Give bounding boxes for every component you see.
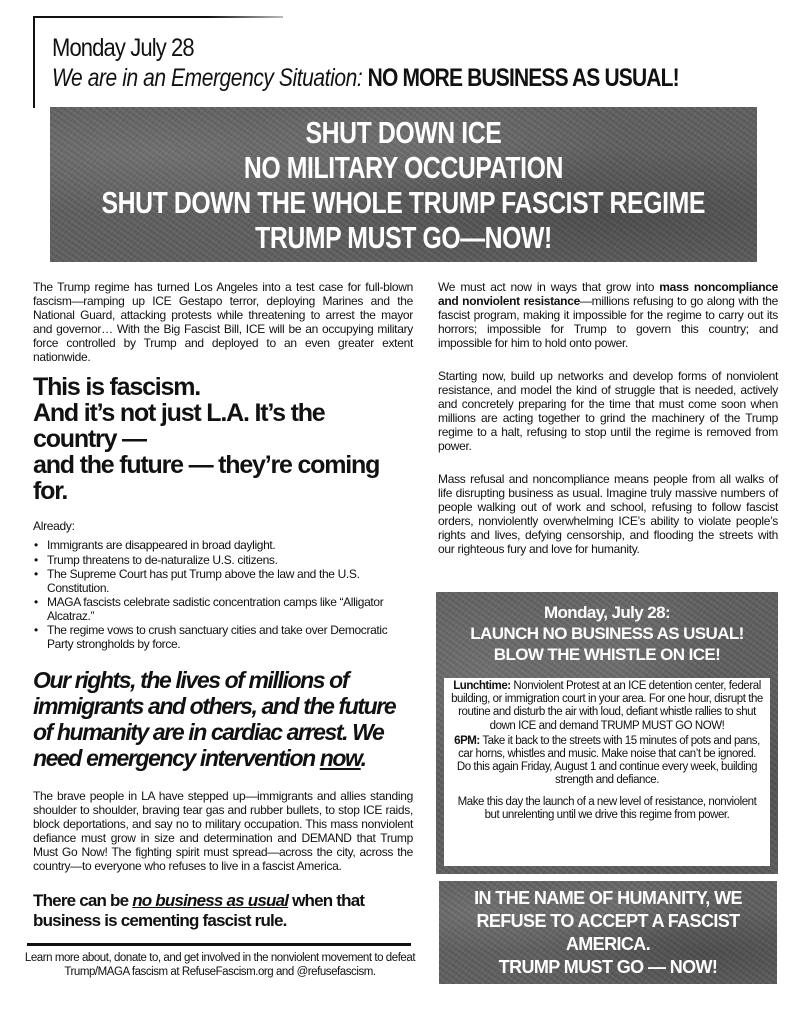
sixpm-item [450,735,764,788]
tagline-italic: We are in an Emergency Situation: [52,64,363,92]
list-item: • The regime vows to crush sanctuary cities and take over Democratic Party strongholds by force. [33,624,413,651]
p1-end: —millions refusing to go along with the fascist program, making it impossible for the regime to carry out its horrors; impossible for Trump to govern this country; and impossible for him to hold onto power. [438,294,778,350]
action-closing: Make this day the launch of a new level of resistance, nonviolent but unrelenting until we drive this regime from power. [457,795,757,821]
rights-heading-end: . [360,745,366,771]
no-business-after: when that business is cementing fascist rule. [33,891,365,930]
action-details [444,678,770,866]
left-column [33,280,413,931]
action-title-line: Monday, July 28: [543,603,671,622]
fascism-heading-line: And it’s not just L.A. It’s the country — [33,399,325,453]
banner-line: NO MILITARY OCCUPATION [243,149,564,185]
rights-heading-now: now [319,745,361,771]
sixpm-label: 6PM: [454,734,480,747]
right-paragraph-3: Mass refusal and noncompliance means people from all walks of life disrupting business as usual. Imagine truly massive numbers of people walking out of work and school, refusing to follow fascist orders, nonviolently overwhelming ICE’s ability to violate people’s rights and lives, defying censorship, and flooding the streets with our righteous fury and love for humanity. [438,472,778,556]
humanity-line: TRUMP MUST GO — NOW! [498,956,718,977]
list-item: • The Supreme Court has put Trump above the law and the U.S. Constitution. [33,568,413,595]
frame-left-rule [33,16,35,108]
banner-line: SHUT DOWN THE WHOLE TRUMP FASCIST REGIME [101,184,706,220]
list-item: • Immigrants are disappeared in broad daylight. [33,539,413,553]
lunchtime-label: Lunchtime: [453,680,511,692]
frame-top-rule [33,16,283,18]
flyer-header [52,33,772,93]
list-item: • MAGA fascists celebrate sadistic concentration camps like “Alligator Alcatraz.” [33,596,413,623]
sixpm-text: Take it back to the streets with 15 minutes of pots and pans, car horns, whistles and music. Make noise that can’t be ignored. Do this again Friday, August 1 and continue every week, building strength and defiance. [456,734,760,787]
rights-heading [33,667,413,771]
right-paragraph-1 [438,280,778,350]
action-box [436,592,778,874]
header-date: Monday July 28 [52,34,194,62]
humanity-line: REFUSE TO ACCEPT A FASCIST [476,910,740,931]
headline-banner [50,107,757,262]
list-item: • Trump threatens to de-naturalize U.S. citizens. [33,554,413,568]
lunchtime-text: Nonviolent Protest at an ICE detention center, federal building, or immigration court in your area. For one hour, disrupt the routine and disturb the air with loud, defiant whistle rallies to shut down ICE and demand TRUMP MUST GO NOW! [451,680,763,732]
lunchtime-item [450,680,764,733]
already-list [33,539,413,651]
no-business-statement [33,891,413,931]
rights-heading-text: Our rights, the lives of millions of immigrants and others, and the future of humanity are in cardiac arrest. We need emergency intervention [33,667,396,771]
already-label: Already: [33,519,75,533]
header-tagline [52,63,679,93]
footer-divider [27,943,411,946]
fascism-heading [33,374,413,504]
tagline-bold: NO MORE BUSINESS AS USUAL! [367,64,679,92]
banner-line: SHUT DOWN ICE [305,114,502,150]
no-business-before: There can be [33,891,133,910]
p1-bold: mass noncompliance and nonviolent resistance [438,280,779,308]
humanity-banner [439,881,777,984]
p1-start: We must act now in ways that grow into [438,280,660,294]
action-title-line: BLOW THE WHISTLE ON ICE! [493,645,721,664]
learn-more-text: Learn more about, donate to, and get involved in the nonviolent movement to defeat Trump/MAGA fascism at RefuseFascism.org and @refusefascism. [24,952,416,978]
fascism-heading-line: and the future — they’re coming for. [33,451,380,505]
no-business-emphasis: no business as usual [132,891,289,910]
banner-line: TRUMP MUST GO—NOW! [255,219,552,255]
right-column [438,280,778,575]
right-paragraph-2: Starting now, build up networks and develop forms of nonviolent resistance, and model the kind of struggle that is needed, actively and concretely preparing for the time that must come soon when millions are acting together to grind the machinery of the Trump regime to a halt, refusing to stop until the regime is removed from power. [438,369,778,453]
intro-paragraph: The Trump regime has turned Los Angeles into a test case for full-blown fascism—ramping up ICE Gestapo terror, deploying Marines and the National Guard, attacking protests while threatening to arrest the mayor and governor… With the Big Fascist Bill, ICE will be an occupying military force controlled by Trump and deployed to an even greater extent nationwide. [33,280,413,364]
humanity-line: IN THE NAME OF HUMANITY, WE [474,887,742,908]
fascism-heading-line: This is fascism. [33,373,200,401]
action-title-line: LAUNCH NO BUSINESS AS USUAL! [470,624,744,643]
humanity-line: AMERICA. [565,933,651,954]
brave-paragraph: The brave people in LA have stepped up—immigrants and allies standing shoulder to shoulder, braving tear gas and rubber bullets, to stop ICE raids, block deportations, and say no to military occupation. This mass nonviolent defiance must grow in size and determination and DEMAND that Trump Must Go Now! The fighting spirit must spread—across the city, across the country—to everyone who refuses to live in a fascist America. [33,789,413,873]
